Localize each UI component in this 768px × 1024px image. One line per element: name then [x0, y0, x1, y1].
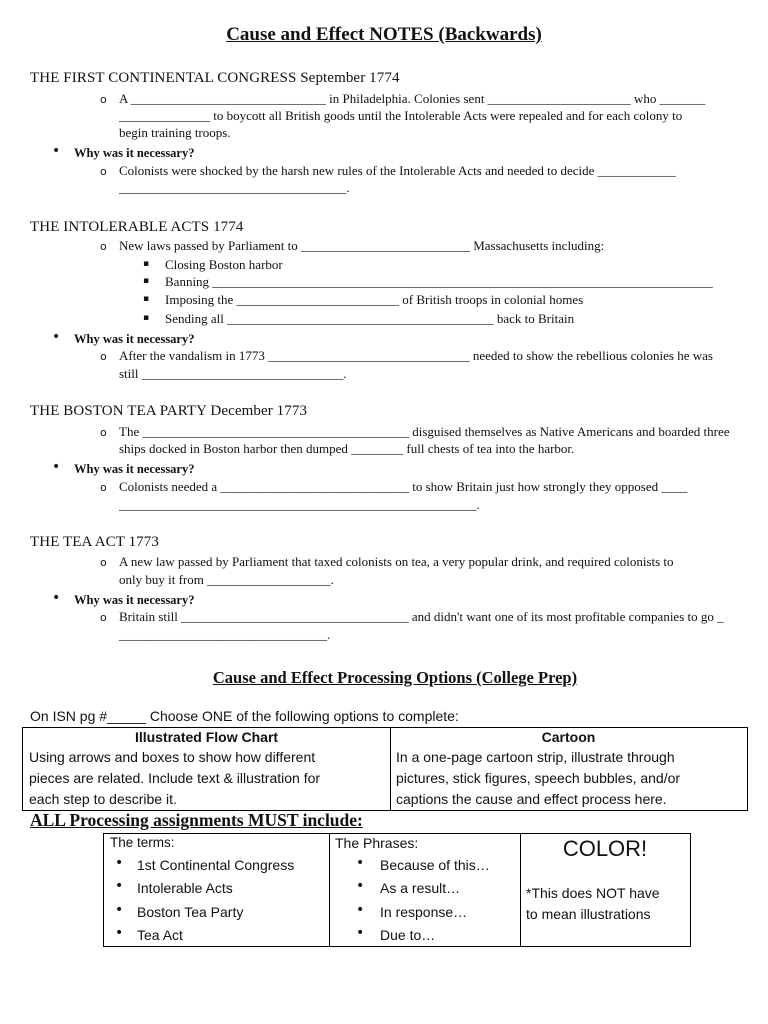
- flowchart-desc-line: pieces are related. Include text & illustration for: [29, 770, 321, 786]
- dot-bullet: •: [52, 459, 61, 475]
- section-heading-teaparty: THE BOSTON TEA PARTY December 1773: [30, 403, 308, 419]
- section-heading-teaact: THE TEA ACT 1773: [30, 534, 159, 550]
- why-label-teaparty: Why was it necessary?: [74, 462, 195, 476]
- circle-bullet: o: [100, 93, 107, 106]
- dot-bullet: •: [52, 143, 61, 159]
- congress-why-line-1: Colonists were shocked by the harsh new rules of the Intolerable Acts and needed to decide ____________: [119, 163, 676, 178]
- section-heading-congress: THE FIRST CONTINENTAL CONGRESS September 1774: [30, 70, 400, 86]
- processing-instruction: On ISN pg #_____ Choose ONE of the following options to complete:: [30, 708, 459, 724]
- phrases-label: The Phrases:: [335, 835, 419, 851]
- teaact-line-2: only buy it from ___________________.: [119, 572, 334, 587]
- cartoon-desc-line: In a one-page cartoon strip, illustrate through: [396, 749, 675, 765]
- term-item: Boston Tea Party: [137, 904, 244, 920]
- intolerable-item: Imposing the _________________________ of British troops in colonial homes: [165, 292, 584, 307]
- color-note-line: *This does NOT have: [526, 885, 660, 901]
- square-bullet: ▪: [143, 313, 150, 323]
- circle-bullet: o: [100, 481, 107, 494]
- term-item: Tea Act: [137, 927, 183, 943]
- dot-bullet: •: [356, 878, 365, 894]
- section-heading-intolerable: THE INTOLERABLE ACTS 1774: [30, 219, 244, 235]
- congress-line-2: ______________ to boycott all British goods until the Intolerable Acts were repealed and for each colony to: [119, 108, 683, 123]
- phrase-item: In response…: [380, 904, 468, 920]
- dot-bullet: •: [52, 590, 61, 606]
- cartoon-desc-line: pictures, stick figures, speech bubbles, and/or: [396, 770, 681, 786]
- must-include-title: ALL Processing assignments MUST include:: [30, 810, 363, 830]
- terms-label: The terms:: [110, 835, 175, 850]
- intolerable-why-line-1: After the vandalism in 1773 _______________________________ needed to show the rebellious colonies he was: [119, 348, 713, 363]
- square-bullet: ▪: [143, 276, 150, 286]
- circle-bullet: o: [100, 350, 107, 363]
- square-bullet: ▪: [143, 294, 150, 304]
- flowchart-desc-line: Using arrows and boxes to show how different: [29, 749, 316, 765]
- dot-bullet: •: [115, 902, 124, 918]
- teaparty-line-2: ships docked in Boston harbor then dumped ________ full chests of tea into the harbor.: [119, 441, 575, 456]
- color-label: COLOR!: [562, 836, 648, 861]
- cartoon-title: Cartoon: [541, 729, 596, 745]
- circle-bullet: o: [100, 165, 107, 178]
- congress-line-3: begin training troops.: [119, 125, 231, 140]
- teaparty-why-line-2: _______________________________________________________.: [119, 497, 480, 512]
- phrase-item: As a result…: [380, 880, 461, 896]
- teaact-why-line-1: Britain still ___________________________________ and didn't want one of its most profitable companies to go _: [119, 609, 724, 624]
- color-note-line: to mean illustrations: [526, 906, 651, 922]
- dot-bullet: •: [52, 329, 61, 345]
- teaact-why-line-2: ________________________________.: [119, 627, 331, 642]
- phrase-item: Due to…: [380, 927, 436, 943]
- intolerable-line-1: New laws passed by Parliament to __________________________ Massachusetts including:: [119, 238, 605, 253]
- dot-bullet: •: [115, 878, 124, 894]
- phrase-item: Because of this…: [380, 857, 490, 873]
- intolerable-item: Sending all _________________________________________ back to Britain: [165, 311, 575, 326]
- flowchart-desc-line: each step to describe it.: [29, 791, 177, 807]
- flowchart-title: Illustrated Flow Chart: [134, 729, 279, 745]
- intolerable-item: Banning _____________________________________________________________________________: [165, 274, 713, 289]
- processing-title: Cause and Effect Processing Options (College Prep): [212, 668, 578, 687]
- page-title: Cause and Effect NOTES (Backwards): [226, 24, 542, 45]
- teaact-line-1: A new law passed by Parliament that taxed colonists on tea, a very popular drink, and required colonists to: [119, 554, 674, 569]
- teaparty-why-line-1: Colonists needed a _____________________________ to show Britain just how strongly they opposed ____: [119, 479, 688, 494]
- why-label-congress: Why was it necessary?: [74, 146, 195, 160]
- cartoon-desc-line: captions the cause and effect process here.: [396, 791, 667, 807]
- dot-bullet: •: [356, 902, 365, 918]
- dot-bullet: •: [115, 925, 124, 941]
- intolerable-why-line-2: still _______________________________.: [119, 366, 347, 381]
- circle-bullet: o: [100, 426, 107, 439]
- square-bullet: ▪: [143, 259, 150, 269]
- dot-bullet: •: [356, 925, 365, 941]
- congress-line-1: A ______________________________ in Philadelphia. Colonies sent ______________________ who _______: [119, 91, 706, 106]
- circle-bullet: o: [100, 240, 107, 253]
- term-item: Intolerable Acts: [137, 880, 233, 896]
- intolerable-item: Closing Boston harbor: [165, 257, 283, 272]
- why-label-intolerable: Why was it necessary?: [74, 332, 195, 346]
- circle-bullet: o: [100, 611, 107, 624]
- circle-bullet: o: [100, 556, 107, 569]
- dot-bullet: •: [115, 855, 124, 871]
- term-item: 1st Continental Congress: [137, 857, 295, 873]
- why-label-teaact: Why was it necessary?: [74, 593, 195, 607]
- teaparty-line-1: The _________________________________________ disguised themselves as Native Americans and boarded three: [119, 424, 730, 439]
- congress-why-line-2: ___________________________________.: [119, 180, 350, 195]
- dot-bullet: •: [356, 855, 365, 871]
